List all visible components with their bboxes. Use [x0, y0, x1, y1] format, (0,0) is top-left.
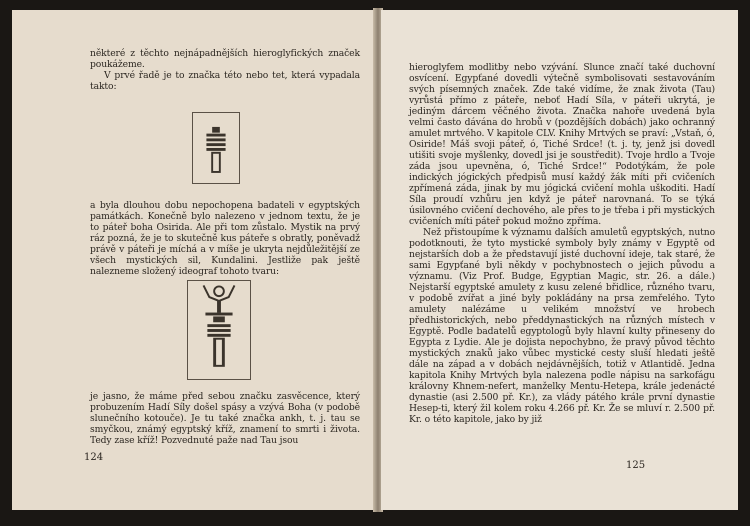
right-paragraph-2: Než přistoupíme k významu dalších amuletů egyptských, nutno podotknouti, že tyto mystické symboly byly známy v Egyptě od nejstarších dob a že představují jisté duchovní ideje, tak staré, že sami Egypťané byli někdy v pochybnostech o jejich původu a významu. (Viz Prof. Budge, Egyptian Magic, str. 26. a dále.) Nejstarší egyptské amulety z kusu zelené břidlice, různého tvaru, v podobě zvířat a jiné byly pokládány na prsa zemřelého. Tyto amulety nalézáme u velikém množství ve hrobech předhistorických, nebo předdynastických na různých místech v Egyptě. Podle badatelů egyptologů byly hlavní kulty přineseny do Egypta z Lydie. Ale je dojista nepochybno, že pravý původ těchto mystických znaků jako vůbec mystické cesty sluší hledati ještě dále na západ a v dobách nejdávnějších, totiž v Atlantidě. Jedna kapitola Knihy Mrtvých byla nalezena podle nápisu na sarkofágu královny Khnem-nefert, manželky Mentu-Hetepa, krále jedenácté dynastie (asi 2.500 př. Kr.), za vlády pátého krále první dynastie Hesep-ti, který žil kolem roku 4.266 př. Kr. Že se mluví r. 2.500 př. Kr. o této kapitole, jako by již: [409, 227, 715, 425]
left-paragraph-1: některé z těchto nejnápadnějších hieroglyfických značek poukážeme.: [90, 48, 360, 70]
right-paragraph-1: hieroglyfem modlitby nebo vzývání. Slunce značí také duchovní osvícení. Egypťané dovedli výtečně symbolisovati sestavováním svých písemných značek. Zde také vidíme, že znak života (Tau) vyrůstá přímo z páteře, neboť Hadí Síla, v páteři ukrytá, je jediným dárcem věčného života. Značka nahoře uvedená byla velmi často dávána do hrobů v (pozdějších dobách) jako ochranný amulet mrtvého. V kapitole CLV. Knihy Mrtvých se praví: „Vstaň, ó, Osiride! Máš svoji páteř, ó, Tiché Srdce! (t. j. ty, jenž jsi dovedl utišiti svoje myšlenky, dovedl jsi je soustředit). Tvoje hrdlo a Tvoje záda jsou upevněna, ó, Tiché Srdce!“ Podotýkám, že pole indických jógických předpisů musí každý žák míti při cvičeních zpřímená záda, jinak by mu jógická cvičení mohla uškoditi. Hadí Síla proudí vzhůru jen když je páteř narovnaná. To se týká úsilovného cvičení dechového, ale přes to je třeba i při mystických cvičeních míti páteř pokud možno zpříma.: [409, 62, 715, 227]
right-text: [409, 62, 715, 425]
left-paragraph-4: je jasno, že máme před sebou značku zasvěcence, který probuzením Hadí Síly došel spásy a vzývá Boha (v podobě slunečního kotouče). Je tu také značka ankh, t. j. tau se smyčkou, známý egyptský kříž, znamení to smrti i života. Tedy zase kříž! Pozvednuté paže nad Tau jsou: [90, 391, 360, 446]
djed-pillar-figure: [192, 112, 240, 184]
right-page: [381, 10, 738, 510]
page-number-left: 124: [84, 452, 104, 463]
page-number-right: 125: [626, 460, 646, 471]
left-page: [12, 10, 375, 510]
left-paragraph-2: V prvé řadě je to značka této nebo tet, která vypadala takto:: [90, 70, 360, 92]
left-paragraph-3: a byla dlouhou dobu nepochopena badateli v egyptských památkách. Konečně bylo nalezeno v jednom textu, že je to páteř boha Osirida. Ale při tom zůstalo. Mystik na prvý ráz pozná, že je to skutečně kus páteře s obratly, poněvadž právě v páteři je míchá a v míše je ukryta nejdůležitější ze všech mystických sil, Kundalini. Jestliže pak ještě nalezneme složený ideograf tohoto tvaru:: [90, 200, 360, 277]
left-text-middle: [90, 200, 360, 277]
left-text-top: [90, 48, 360, 92]
left-text-bottom: [90, 391, 360, 446]
ankh-djed-ideograph-figure: [187, 280, 251, 380]
